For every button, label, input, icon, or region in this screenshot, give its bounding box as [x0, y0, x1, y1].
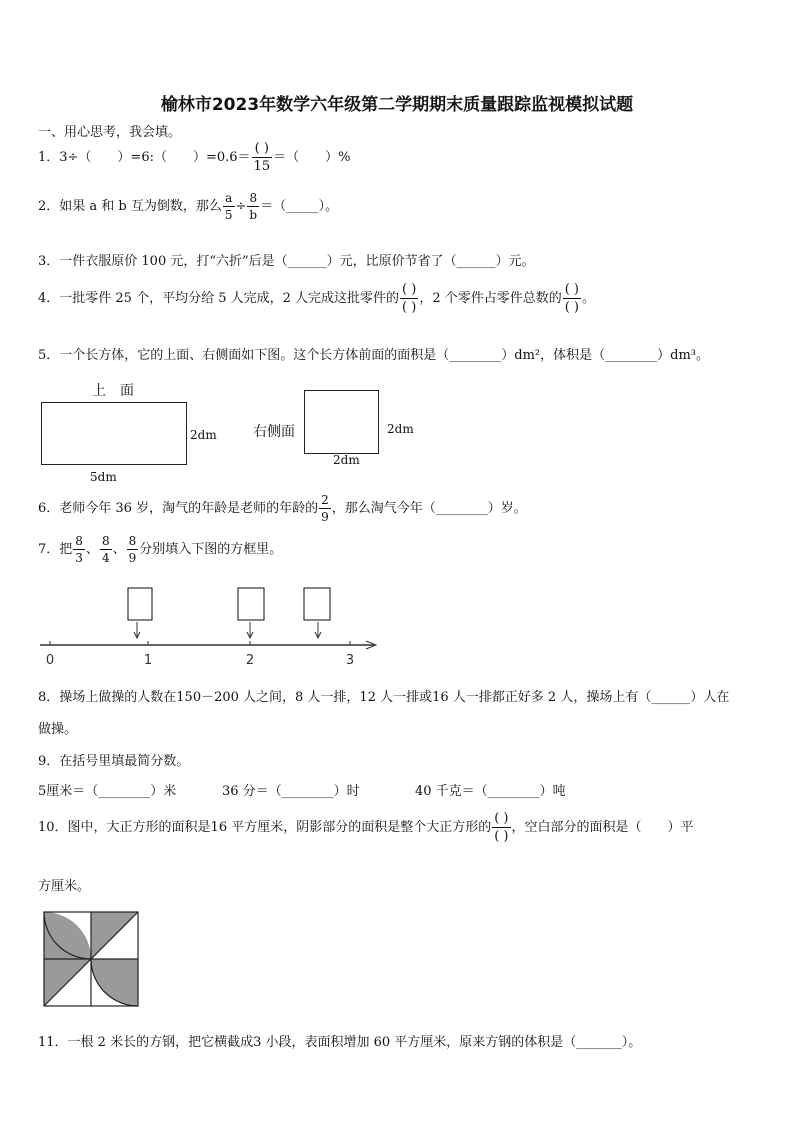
question-11: 11．一根 2 米长的方钢，把它横截成3 小段，表面积增加 60 平方厘米，原来方钢的体积是（_______）。 — [38, 1035, 642, 1050]
top-face-height: 2dm — [190, 428, 217, 442]
question-7 — [38, 535, 282, 564]
side-face-height: 2dm — [387, 422, 414, 436]
question-1 — [38, 142, 350, 173]
q7-fraction-1 — [73, 535, 85, 564]
side-face-label: 右侧面 — [253, 424, 295, 440]
fraction-numerator: 8 — [128, 534, 137, 548]
q9-item-b: 36 分＝（________）时 — [222, 784, 360, 799]
q1-text-b: ＝（ ）% — [273, 150, 351, 165]
q9-item-c: 40 千克＝（________）吨 — [415, 784, 566, 799]
question-9: 9．在括号里填最简分数。 — [38, 754, 190, 769]
q7-separator: 、 — [85, 542, 99, 557]
fraction-denominator: 4 — [101, 551, 110, 565]
fraction-numerator: 8 — [247, 192, 259, 207]
fraction-numerator: ( ) — [494, 811, 509, 826]
page-title: 榆林市2023年数学六年级第二学期期末质量跟踪监视模拟试题 — [160, 95, 634, 115]
tick-label-0: 0 — [45, 653, 55, 668]
side-face-square — [304, 390, 379, 454]
question-5: 5．一个长方体，它的上面、右侧面如下图。这个长方体前面的面积是（________）dm²，体积是（________）dm³。 — [38, 348, 709, 363]
fraction-denominator: 9 — [128, 551, 137, 565]
q2-fraction-1 — [223, 192, 235, 221]
answer-box-1 — [128, 588, 152, 620]
tick-label-2: 2 — [245, 653, 255, 668]
q2-text-b: ＝（_____）。 — [260, 199, 339, 214]
top-face-width: 5dm — [90, 470, 117, 484]
answer-box-3 — [304, 588, 330, 620]
q6-fraction — [319, 494, 331, 523]
fraction-denominator: 5 — [224, 208, 233, 222]
q2-operator: ÷ — [235, 199, 247, 214]
question-10-line-2: 方厘米。 — [38, 879, 91, 894]
answer-box-2 — [238, 588, 264, 620]
question-3: 3．一件衣服原价 100 元，打“六折”后是（______）元，比原价节省了（______）元。 — [38, 254, 535, 269]
fraction-numerator: ( ) — [252, 142, 273, 158]
fraction-denominator: 15 — [253, 159, 271, 174]
q10-fraction — [492, 812, 510, 843]
q7-text: 7．把 — [38, 542, 73, 557]
number-line — [36, 582, 386, 672]
fraction-denominator: ( ) — [564, 300, 579, 315]
fraction-denominator: 9 — [321, 510, 329, 524]
q4-text-b: ，2 个零件占零件总数的 — [419, 291, 562, 306]
q1-fraction — [252, 142, 273, 173]
question-2 — [38, 192, 338, 221]
section-heading: 一、用心思考，我会填。 — [38, 125, 182, 140]
q10-text-b: ，空白部分的面积是（ ）平 — [511, 820, 694, 835]
side-face-width: 2dm — [333, 453, 360, 467]
figure-shaded-region — [91, 959, 138, 1006]
q10-text: 10．图中，大正方形的面积是16 平方厘米，阴影部分的面积是整个大正方形的 — [38, 820, 492, 835]
q1-text: 1．3÷（ ）=6:（ ）=0.6＝ — [38, 150, 251, 165]
fraction-numerator: ( ) — [564, 282, 579, 297]
question-8-line-2: 做操。 — [38, 722, 78, 737]
q4-text-c: 。 — [582, 291, 596, 306]
q4-text: 4．一批零件 25 个，平均分给 5 人完成，2 人完成这批零件的 — [38, 291, 400, 306]
q6-text: 6．老师今年 36 岁，淘气的年龄是老师的年龄的 — [38, 501, 319, 516]
q7-fraction-2 — [100, 535, 112, 564]
q7-text-b: 分别填入下图的方框里。 — [139, 542, 283, 557]
fraction-numerator: a — [223, 192, 235, 207]
fraction-numerator: 2 — [321, 493, 329, 507]
shaded-square-figure — [42, 910, 142, 1010]
tick-label-1: 1 — [143, 653, 153, 668]
q2-fraction-2 — [247, 192, 259, 221]
q4-fraction-2 — [563, 283, 581, 314]
fraction-denominator: ( ) — [402, 300, 417, 315]
fraction-denominator: b — [249, 208, 258, 222]
question-4 — [38, 283, 595, 314]
fraction-numerator: ( ) — [402, 282, 417, 297]
question-6 — [38, 494, 527, 523]
tick-label-3: 3 — [345, 653, 355, 668]
fraction-denominator: ( ) — [494, 829, 509, 844]
top-face-label: 上 面 — [92, 383, 134, 399]
q4-fraction-1 — [400, 283, 418, 314]
question-8-line-1: 8．操场上做操的人数在150－200 人之间，8 人一排，12 人一排或16 人一排都正好多 2 人，操场上有（______）人在 — [38, 690, 730, 705]
fraction-numerator: 8 — [75, 534, 83, 548]
q7-separator: 、 — [112, 542, 126, 557]
top-face-rectangle — [41, 402, 187, 465]
q9-item-a: 5厘米＝（________）米 — [38, 784, 177, 799]
fraction-numerator: 8 — [101, 534, 110, 548]
q2-text: 2．如果 a 和 b 互为倒数，那么 — [38, 199, 222, 214]
question-10 — [38, 812, 694, 843]
q6-text-b: ，那么淘气今年（________）岁。 — [331, 501, 527, 516]
fraction-denominator: 3 — [75, 551, 83, 565]
q7-fraction-3 — [127, 535, 139, 564]
